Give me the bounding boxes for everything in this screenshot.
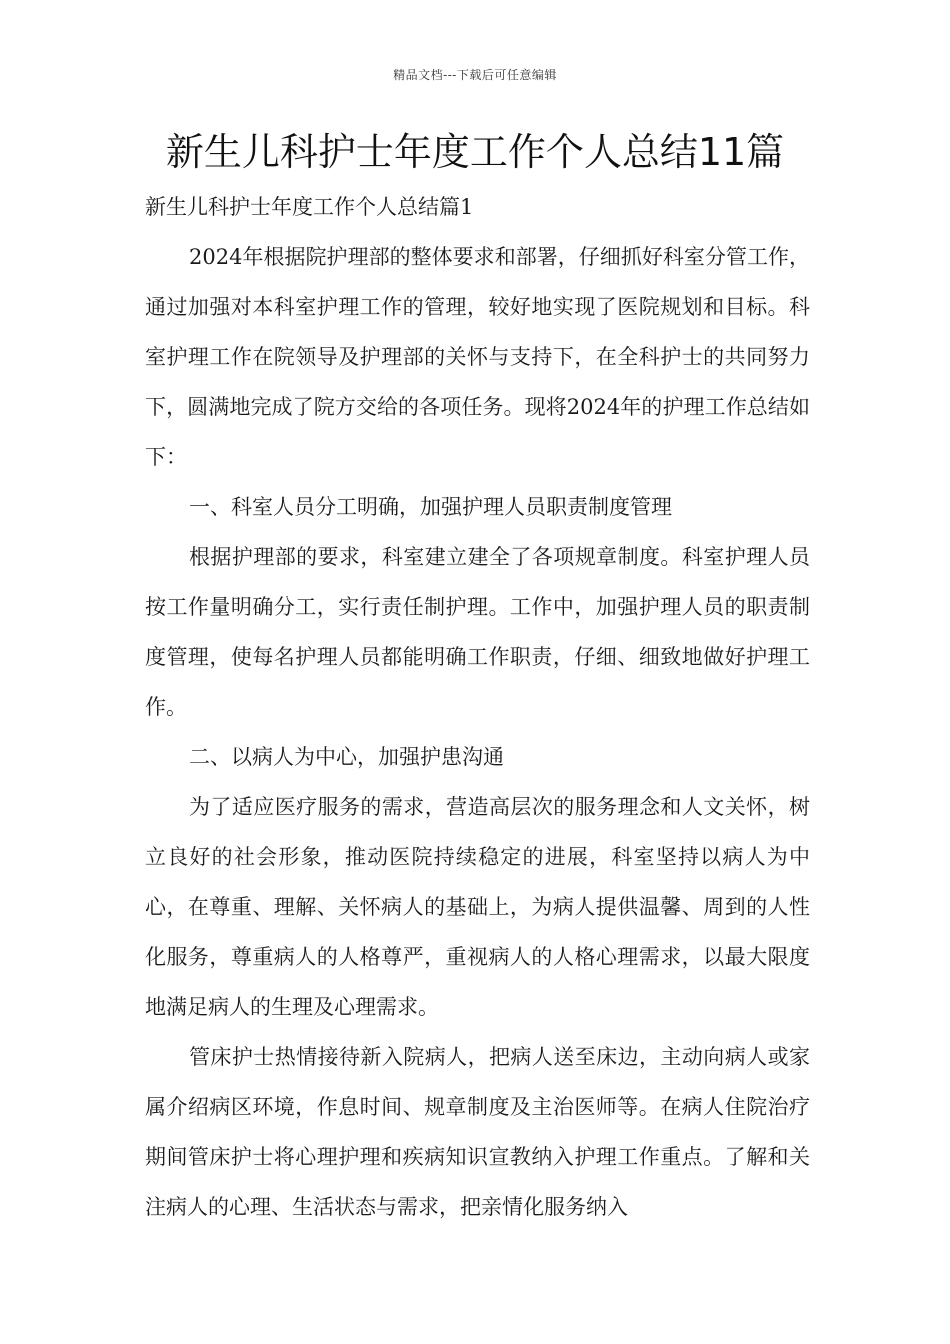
header-note: 精品文档---下载后可任意编辑: [393, 68, 557, 82]
subheading-1: 一、科室人员分工明确，加强护理人员职责制度管理: [189, 495, 672, 519]
subheading-2: 二、以病人为中心，加强护患沟通: [189, 745, 504, 769]
paragraph-2: 为了适应医疗服务的需求，营造高层次的服务理念和人文关怀，树立良好的社会形象，推动医院持续稳定的进展，科室坚持以病人为中心，在尊重、理解、关怀病人的基础上，为病人提供温馨、周到的人性化服务，尊重病人的人格尊严，重视病人的人格心理需求，以最大限度地满足病人的生理及心理需求。: [145, 795, 810, 1019]
paragraph-1: 根据护理部的要求，科室建立建全了各项规章制度。科室护理人员按工作量明确分工，实行责任制护理。工作中，加强护理人员的职责制度管理，使每名护理人员都能明确工作职责，仔细、细致地做好护理工作。: [145, 545, 810, 719]
document-body: [145, 182, 810, 1232]
paragraph-3: 管床护士热情接待新入院病人，把病人送至床边，主动向病人或家属介绍病区环境，作息时间、规章制度及主治医师等。在病人住院治疗期间管床护士将心理护理和疾病知识宣教纳入护理工作重点。了解和关注病人的心理、生活状态与需求，把亲情化服务纳入: [145, 1045, 810, 1219]
section-heading: 新生儿科护士年度工作个人总结篇1: [145, 195, 474, 219]
paragraph-intro: 2024年根据院护理部的整体要求和部署，仔细抓好科室分管工作，通过加强对本科室护理工作的管理，较好地实现了医院规划和目标。科室护理工作在院领导及护理部的关怀与支持下，在全科护士的共同努力下，圆满地完成了院方交给的各项任务。现将2024年的护理工作总结如下：: [145, 245, 810, 469]
document-title: 新生儿科护士年度工作个人总结11篇: [165, 130, 785, 174]
